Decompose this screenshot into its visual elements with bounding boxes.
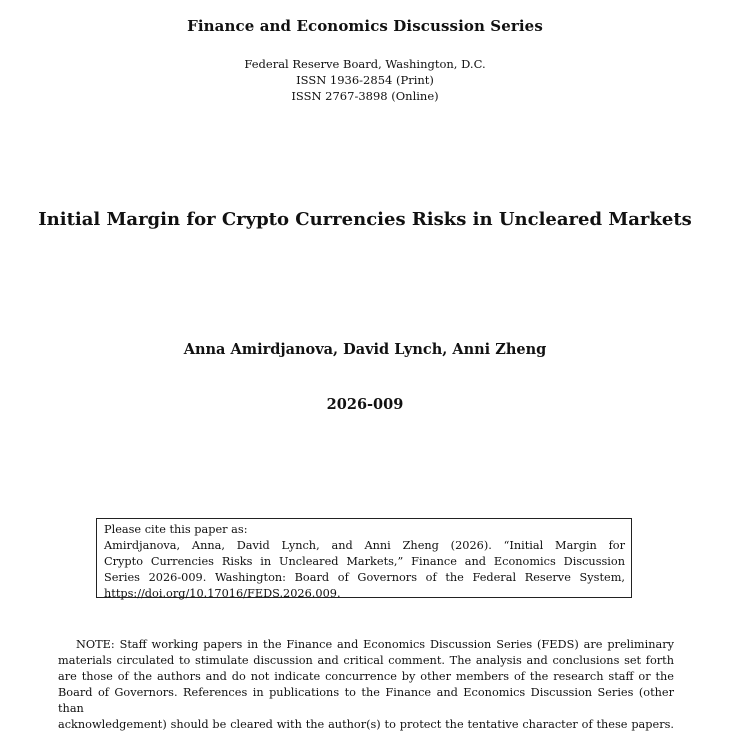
- note-line: Board of Governors. References in publications to the Finance and Economics Discussion Series (other than: [58, 686, 674, 715]
- issn-print: ISSN 1936-2854 (Print): [296, 73, 434, 87]
- citation-line: Series 2026-009. Washington: Board of Governors of the Federal Reserve System,: [104, 571, 625, 584]
- citation-doi-link[interactable]: https://doi.org/10.17016/FEDS.2026.009.: [104, 587, 341, 600]
- note-line: are those of the authors and do not indicate concurrence by other members of the research staff or the: [58, 670, 674, 683]
- citation-line: Crypto Currencies Risks in Uncleared Markets,” Finance and Economics Discussion: [104, 555, 625, 568]
- publication-info: [0, 56, 730, 104]
- citation-box: [96, 518, 632, 598]
- note-line: NOTE: Staff working papers in the Finance and Economics Discussion Series (FEDS) are preliminary: [76, 638, 674, 651]
- disclaimer-note: [58, 637, 674, 733]
- paper-title: Initial Margin for Crypto Currencies Risks in Uncleared Markets: [38, 209, 692, 230]
- paper-number: 2026-009: [326, 396, 404, 413]
- issn-online: ISSN 2767-3898 (Online): [291, 89, 439, 103]
- author-list: Anna Amirdjanova, David Lynch, Anni Zheng: [183, 341, 547, 358]
- institution-line: Federal Reserve Board, Washington, D.C.: [244, 57, 486, 71]
- note-line: materials circulated to stimulate discussion and critical comment. The analysis and conclusions set forth: [58, 654, 674, 667]
- citation-line: Please cite this paper as:: [104, 523, 248, 536]
- note-line: acknowledgement) should be cleared with the author(s) to protect the tentative character of these papers.: [58, 718, 674, 731]
- series-title: Finance and Economics Discussion Series: [187, 17, 543, 35]
- citation-line: Amirdjanova, Anna, David Lynch, and Anni Zheng (2026). “Initial Margin for: [104, 539, 625, 552]
